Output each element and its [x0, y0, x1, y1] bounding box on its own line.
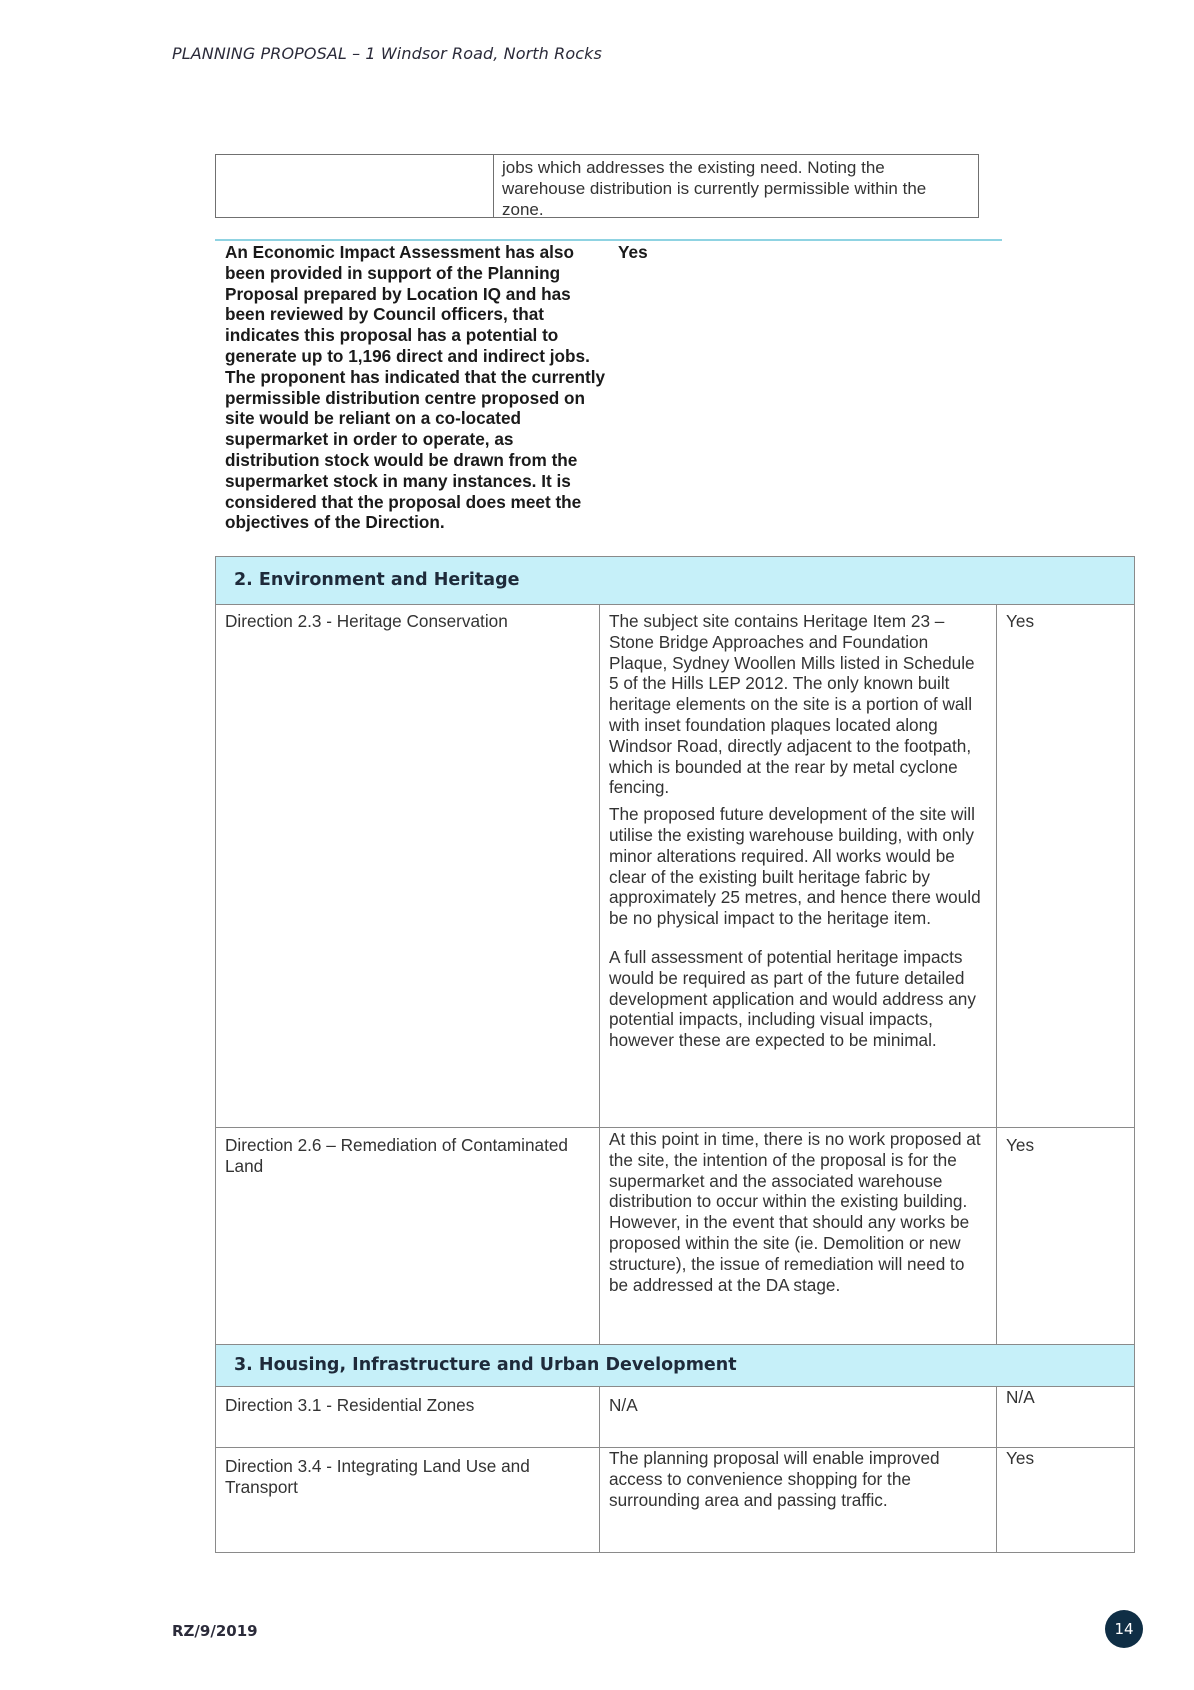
consistent-cell: N/A — [997, 1387, 1135, 1448]
assessment-cell — [600, 1448, 997, 1553]
directions-table — [215, 556, 1135, 1553]
assessment-cell — [600, 605, 997, 1128]
direction-cell: Direction 2.6 – Remediation of Contaminated Land — [216, 1128, 600, 1345]
economic-assessment-text: An Economic Impact Assessment has also been provided in support of the Planning Proposal prepared by Location IQ and has been reviewed by Council officers, that indicates this proposal has a potential to generate up to 1,196 direct and indirect jobs. The proponent has indicated that the currently permissible distribution centre proposed on site would be reliant on a co-located supermarket in order to operate, as distribution stock would be drawn from the supermarket stock in many instances. It is considered that the proposal does meet the objectives of the Direction. — [225, 242, 606, 533]
table-row — [216, 605, 1135, 1128]
continuation-empty-cell — [216, 155, 494, 217]
direction-cell: Direction 3.4 - Integrating Land Use and Transport — [216, 1448, 600, 1553]
section-title: 2. Environment and Heritage — [216, 557, 1135, 605]
table-row — [216, 1128, 1135, 1345]
consistent-cell: Yes — [997, 1448, 1135, 1553]
table-row — [216, 1448, 1135, 1553]
section-divider — [215, 239, 1002, 241]
assessment-cell — [600, 1387, 997, 1448]
section-title: 3. Housing, Infrastructure and Urban Development — [216, 1345, 1135, 1387]
consistent-cell: Yes — [997, 1128, 1135, 1345]
direction-cell: Direction 2.3 - Heritage Conservation — [216, 605, 600, 1128]
section-header-environment — [216, 557, 1135, 605]
page-number-badge: 14 — [1105, 1610, 1143, 1648]
assessment-paragraph: At this point in time, there is no work proposed at the site, the intention of the proposal is for the supermarket and the associated warehouse distribution to occur within the existing building. However, in the event that should any works be proposed within the site (ie. Demolition or new structure), the issue of remediation will need to be addressed at the DA stage. — [609, 1129, 981, 1295]
assessment-paragraph: The subject site contains Heritage Item 23 – Stone Bridge Approaches and Foundation Plaque, Sydney Woollen Mills listed in Schedule 5 of the Hills LEP 2012. The only known built heritage elements on the site is a portion of wall with inset foundation plaques located along Windsor Road, directly adjacent to the footpath, which is bounded at the rear by metal cyclone fencing. — [609, 611, 975, 798]
assessment-cell — [600, 1128, 997, 1345]
direction-cell: Direction 3.1 - Residential Zones — [216, 1387, 600, 1448]
document-reference: RZ/9/2019 — [172, 1622, 258, 1640]
consistent-cell: Yes — [997, 605, 1135, 1128]
economic-consistent-value: Yes — [618, 242, 648, 262]
continuation-text: jobs which addresses the existing need. Noting the warehouse distribution is currently permissible within the zone. — [502, 158, 927, 219]
assessment-paragraph: The planning proposal will enable improved access to convenience shopping for the surrounding area and passing traffic. — [609, 1448, 940, 1510]
page-header-title: PLANNING PROPOSAL – 1 Windsor Road, North Rocks — [172, 44, 602, 63]
section-header-housing — [216, 1345, 1135, 1387]
assessment-paragraph: N/A — [609, 1395, 638, 1415]
assessment-paragraph: A full assessment of potential heritage impacts would be required as part of the future detailed development application and would address any potential impacts, including visual impacts, however these are expected to be minimal. — [609, 946, 976, 1051]
assessment-paragraph: The proposed future development of the site will utilise the existing warehouse building, with only minor alterations required. All works would be clear of the existing built heritage fabric by approximately 25 metres, and hence there would be no physical impact to the heritage item. — [609, 804, 981, 929]
continuation-table — [215, 154, 979, 218]
table-row — [216, 1387, 1135, 1448]
